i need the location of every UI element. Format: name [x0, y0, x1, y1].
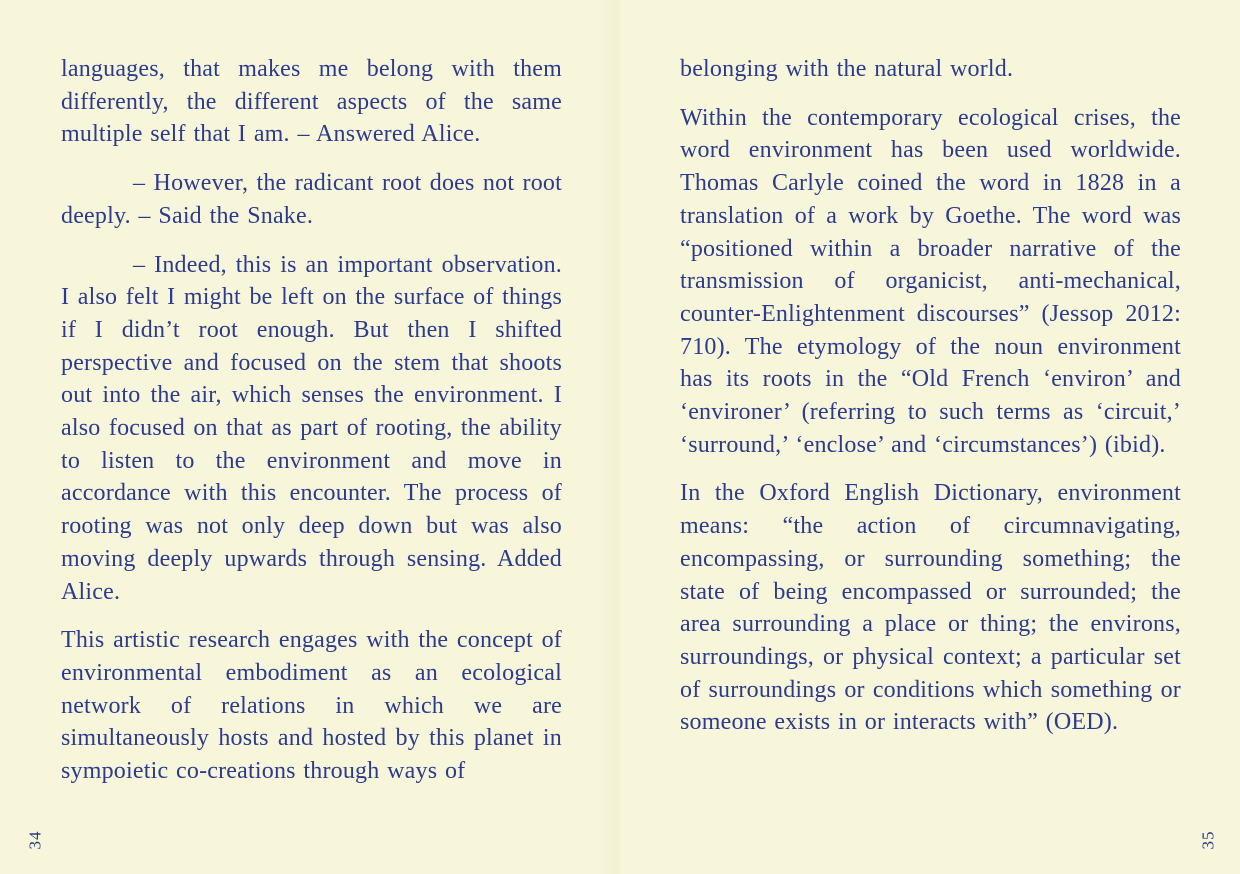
paragraph-dialogue-snake: – However, the radicant root does not root deeply. – Said the Snake. — [61, 170, 562, 229]
page-number-right: 35 — [1198, 830, 1218, 850]
page-right-text-block — [680, 53, 1181, 755]
paragraph-continuation: languages, that makes me belong with them differently, the different aspects of the same multiple self that I am. – Answered Alice. — [61, 56, 562, 148]
paragraph-continuation-end: belonging with the natural world. — [680, 56, 1014, 82]
paragraph-dialogue-alice: – Indeed, this is an important observation. I also felt I might be left on the surface of things if I didn’t root enough. But then I shifted perspective and focused on the stem that shoots out into the air, which senses the environment. I also focused on that as part of rooting, the ability to listen to the environment and move in accordance with this encounter. The process of rooting was not only deep down but was also moving deeply upwards through sensing. Added Alice. — [61, 251, 562, 605]
page-right — [620, 0, 1240, 874]
page-number-left: 34 — [25, 830, 45, 850]
paragraph-oed-definition: In the Oxford English Dictionary, environment means: “the action of circumnavigating, encompassing, or surrounding something; the state of being encompassed or surrounded; the area surrounding a place or thing; the environs, surroundings, or physical context; a particular set of surroundings or conditions which something or someone exists in or interacts with” (OED). — [680, 480, 1181, 736]
paragraph-artistic-research: This artistic research engages with the concept of environmental embodiment as an ecological network of relations in which we are simultaneously hosts and hosted by this planet in sympoietic co-creations through ways of — [61, 627, 562, 785]
page-left-text-block — [61, 53, 562, 804]
paragraph-etymology: Within the contemporary ecological crises, the word environment has been used worldwide. Thomas Carlyle coined the word in 1828 in a translation of a work by Goethe. The word was “positioned within a broader narrative of the transmission of organicist, anti-mechanical, counter-Enlightenment discourses” (Jessop 2012: 710). The etymology of the noun environment has its roots in the “Old French ‘environ’ and ‘environer’ (referring to such terms as ‘circuit,’ ‘surround,’ ‘enclose’ and ‘circumstances’) (ibid). — [680, 104, 1181, 458]
